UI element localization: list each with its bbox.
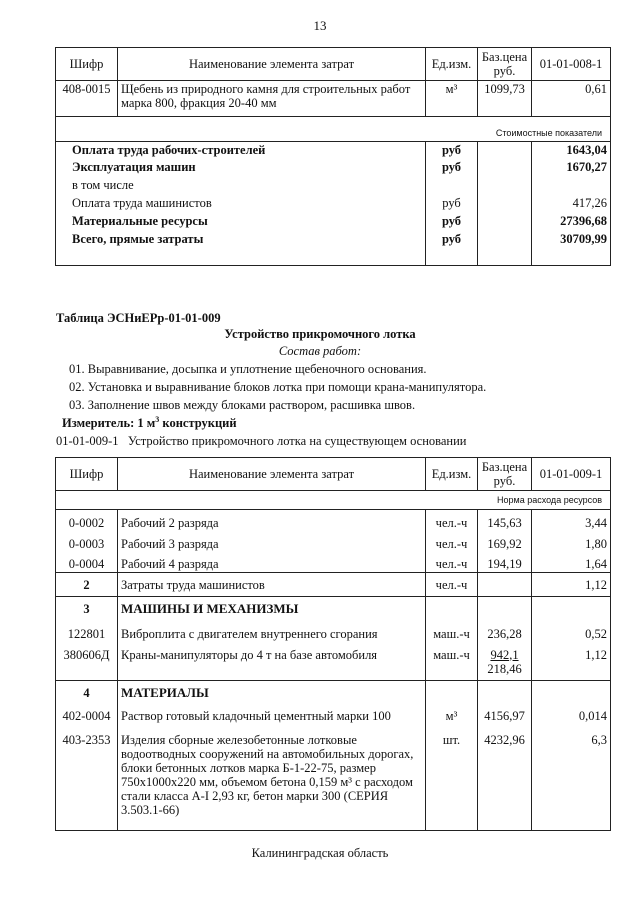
table-row bbox=[56, 621, 611, 647]
table-cell: маш.-ч bbox=[426, 647, 478, 681]
operation-item: 02. Установка и выравнивание блоков лотка при помощи крана-манипулятора. bbox=[69, 380, 487, 394]
table-cell bbox=[478, 141, 532, 159]
cost-value: 30709,99 bbox=[532, 231, 611, 265]
operation-item: 01. Выравнивание, досыпка и уплотнение щебеночного основания. bbox=[69, 362, 427, 376]
rate-code-line: 01-01-009-1 Устройство прикромочного лотка на существующем основании bbox=[56, 434, 467, 448]
machines-section-header bbox=[56, 597, 611, 621]
table-row bbox=[56, 81, 611, 117]
table-cell: 2 bbox=[56, 573, 118, 597]
cost-unit: руб bbox=[426, 195, 478, 213]
table-cell: 0,52 bbox=[532, 621, 611, 647]
table-row bbox=[56, 705, 611, 727]
cost-name: Оплата труда рабочих-строителей bbox=[56, 141, 426, 159]
table-cell bbox=[478, 573, 532, 597]
table-label: Таблица ЭСНиЕРр-01-01-009 bbox=[56, 311, 221, 325]
materials-section-header bbox=[56, 681, 611, 705]
col-header-name: Наименование элемента затрат bbox=[118, 458, 426, 491]
table-row bbox=[56, 141, 611, 159]
table-cell: 169,92 bbox=[478, 531, 532, 552]
table-cell: Изделия сборные железобетонные лотковые водоотводных сооружений на автомобильных дорогах, блоки бетонных лотков марка Б-1-22-75, размер 750х1000х220 мм, объемом бетона 0,159 м³ с расходом стали класса А-I 2,93 кг, бетон марки 300 (СЕРИЯ 3.503.1-66) bbox=[118, 727, 426, 831]
table-cell bbox=[478, 597, 532, 621]
table-title: Устройство прикромочного лотка bbox=[224, 327, 416, 341]
table-row bbox=[56, 177, 611, 195]
table-cell: 6,3 bbox=[532, 727, 611, 831]
table-cell: чел.-ч bbox=[426, 573, 478, 597]
col-header-price: Баз.цена руб. bbox=[478, 458, 532, 491]
table-cell: 3,44 bbox=[532, 510, 611, 531]
page-number: 13 bbox=[313, 18, 327, 33]
col-header-rate-code: 01-01-008-1 bbox=[532, 48, 611, 81]
table-cell bbox=[426, 597, 478, 621]
table-cell: чел.-ч bbox=[426, 510, 478, 531]
table-cell bbox=[478, 195, 532, 213]
table-row bbox=[56, 510, 611, 531]
table-cell: 122801 bbox=[56, 621, 118, 647]
cost-value: 417,26 bbox=[532, 195, 611, 213]
table-cell: 1,12 bbox=[532, 573, 611, 597]
operation-item: 03. Заполнение швов между блоками раствором, расшивка швов. bbox=[69, 398, 416, 412]
price-bottom: 218,46 bbox=[487, 661, 522, 676]
table-cell: Затраты труда машинистов bbox=[118, 573, 426, 597]
cost-name: Материальные ресурсы bbox=[56, 213, 426, 231]
table-row bbox=[56, 727, 611, 831]
table-cell: МАТЕРИАЛЫ bbox=[118, 681, 426, 705]
table-cell bbox=[56, 117, 611, 125]
col-header-name: Наименование элемента затрат bbox=[118, 48, 426, 81]
table-row bbox=[56, 159, 611, 177]
table-cell: 4232,96 bbox=[478, 727, 532, 831]
table-cell bbox=[426, 681, 478, 705]
table-cell: МАШИНЫ И МЕХАНИЗМЫ bbox=[118, 597, 426, 621]
col-header-code: Шифр bbox=[56, 48, 118, 81]
row-unit: м³ bbox=[426, 81, 478, 117]
table-cell: шт. bbox=[426, 727, 478, 831]
cost-table-01-01-008-1 bbox=[55, 47, 611, 266]
row-value: 0,61 bbox=[532, 81, 611, 117]
cost-value bbox=[532, 177, 611, 195]
table-cell bbox=[532, 681, 611, 705]
cost-name: в том числе bbox=[56, 177, 426, 195]
resource-subheader: Норма расхода ресурсов bbox=[56, 491, 611, 510]
table-cell bbox=[478, 647, 532, 681]
table-cell: Виброплита с двигателем внутреннего сгорания bbox=[118, 621, 426, 647]
row-price: 1099,73 bbox=[478, 81, 532, 117]
table-cell: чел.-ч bbox=[426, 552, 478, 573]
table-cell: Рабочий 2 разряда bbox=[118, 510, 426, 531]
col-header-rate-code: 01-01-009-1 bbox=[532, 458, 611, 491]
table-cell: маш.-ч bbox=[426, 621, 478, 647]
table-row bbox=[56, 213, 611, 231]
table-cell: 1,12 bbox=[532, 647, 611, 681]
table-cell bbox=[532, 597, 611, 621]
resource-table-01-01-009-1 bbox=[55, 457, 611, 831]
table-cell: 3 bbox=[56, 597, 118, 621]
table-row bbox=[56, 552, 611, 573]
table-cell: 402-0004 bbox=[56, 705, 118, 727]
table-cell: 236,28 bbox=[478, 621, 532, 647]
cost-unit: руб bbox=[426, 141, 478, 159]
cost-value: 1643,04 bbox=[532, 141, 611, 159]
cost-subheader: Стоимостные показатели bbox=[56, 125, 611, 142]
table-row bbox=[56, 195, 611, 213]
table-cell: чел.-ч bbox=[426, 531, 478, 552]
table-cell: м³ bbox=[426, 705, 478, 727]
table-cell: 4156,97 bbox=[478, 705, 532, 727]
cost-name: Эксплуатация машин bbox=[56, 159, 426, 177]
cost-unit: руб bbox=[426, 231, 478, 265]
cost-value: 1670,27 bbox=[532, 159, 611, 177]
table-cell bbox=[478, 213, 532, 231]
cost-unit: руб bbox=[426, 159, 478, 177]
table-cell: 0-0003 bbox=[56, 531, 118, 552]
table-cell bbox=[478, 231, 532, 265]
table-cell: 4 bbox=[56, 681, 118, 705]
col-header-unit: Ед.изм. bbox=[426, 48, 478, 81]
cost-unit: руб bbox=[426, 213, 478, 231]
table-cell: 0-0002 bbox=[56, 510, 118, 531]
table-cell: 0,014 bbox=[532, 705, 611, 727]
table-cell: 194,19 bbox=[478, 552, 532, 573]
table-cell bbox=[478, 159, 532, 177]
table-row bbox=[56, 647, 611, 681]
table-cell: 1,80 bbox=[532, 531, 611, 552]
table-cell: 145,63 bbox=[478, 510, 532, 531]
col-header-unit: Ед.изм. bbox=[426, 458, 478, 491]
row-name: Щебень из природного камня для строительных работ марка 800, фракция 20-40 мм bbox=[118, 81, 426, 117]
table-row bbox=[56, 573, 611, 597]
table-cell bbox=[478, 177, 532, 195]
composition-label: Состав работ: bbox=[278, 344, 362, 358]
cost-unit bbox=[426, 177, 478, 195]
row-code: 408-0015 bbox=[56, 81, 118, 117]
table-cell: 403-2353 bbox=[56, 727, 118, 831]
measure-unit: Измеритель: 1 $м^3$ конструкций bbox=[62, 415, 237, 431]
cost-value: 27396,68 bbox=[532, 213, 611, 231]
table-cell: Краны-манипуляторы до 4 т на базе автомобиля bbox=[118, 647, 426, 681]
col-header-price: Баз.цена руб. bbox=[478, 48, 532, 81]
table-row bbox=[56, 231, 611, 265]
col-header-code: Шифр bbox=[56, 458, 118, 491]
table-cell: Рабочий 4 разряда bbox=[118, 552, 426, 573]
table-cell: 380606Д bbox=[56, 647, 118, 681]
cost-name: Оплата труда машинистов bbox=[56, 195, 426, 213]
table-cell bbox=[478, 681, 532, 705]
cost-name: Всего, прямые затраты bbox=[56, 231, 426, 265]
table-cell: Рабочий 3 разряда bbox=[118, 531, 426, 552]
table-row bbox=[56, 531, 611, 552]
table-cell: Раствор готовый кладочный цементный марки 100 bbox=[118, 705, 426, 727]
table-cell: 1,64 bbox=[532, 552, 611, 573]
price-top: 942,1 bbox=[490, 647, 519, 662]
table-cell: 0-0004 bbox=[56, 552, 118, 573]
footer-region: Калининградская область bbox=[251, 846, 389, 860]
